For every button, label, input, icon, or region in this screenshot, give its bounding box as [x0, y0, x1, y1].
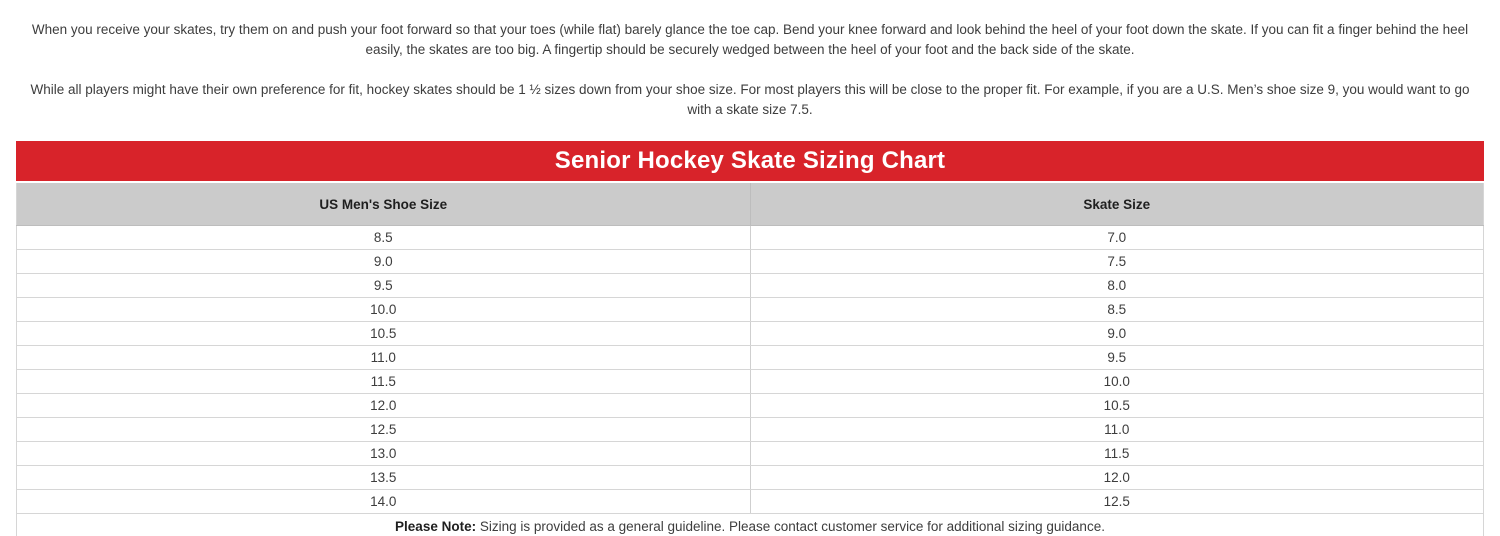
shoe-size-cell: 9.0	[17, 250, 751, 274]
skate-size-cell: 9.0	[750, 322, 1484, 346]
shoe-size-cell: 12.5	[17, 418, 751, 442]
table-row	[17, 298, 1484, 322]
skate-size-cell: 12.0	[750, 466, 1484, 490]
table-row	[17, 274, 1484, 298]
note-text: Sizing is provided as a general guideline. Please contact customer service for additional sizing guidance.	[476, 518, 1105, 534]
column-header-shoe-size: US Men's Shoe Size	[17, 183, 751, 226]
intro-paragraph-1: When you receive your skates, try them on and push your foot forward so that your toes (while flat) barely glance the toe cap. Bend your knee forward and look behind the heel of your foot down the skate. If you can fit a finger behind the heel easily, the skates are too big. A fingertip should be securely wedged between the heel of your foot and the back side of the skate.	[31, 22, 1469, 57]
table-row	[17, 250, 1484, 274]
table-row	[17, 322, 1484, 346]
shoe-size-cell: 12.0	[17, 394, 751, 418]
table-row	[17, 442, 1484, 466]
shoe-size-cell: 10.0	[17, 298, 751, 322]
sizing-table	[16, 183, 1484, 536]
shoe-size-cell: 9.5	[17, 274, 751, 298]
table-row	[17, 466, 1484, 490]
skate-size-cell: 12.5	[750, 490, 1484, 514]
shoe-size-cell: 11.5	[17, 370, 751, 394]
skate-size-cell: 8.0	[750, 274, 1484, 298]
intro-paragraph-2: While all players might have their own preference for fit, hockey skates should be 1 ½ sizes down from your shoe size. For most players this will be close to the proper fit. For example, if you are a U.S. Men’s shoe size 9, you would want to go with a skate size 7.5.	[30, 82, 1470, 117]
note-label: Please Note:	[395, 518, 477, 534]
skate-size-cell: 10.5	[750, 394, 1484, 418]
table-note-row	[17, 514, 1484, 536]
table-row	[17, 490, 1484, 514]
column-header-skate-size: Skate Size	[750, 183, 1484, 226]
shoe-size-cell: 10.5	[17, 322, 751, 346]
table-note	[17, 514, 1484, 536]
table-header-row	[17, 183, 1484, 226]
skate-size-cell: 11.5	[750, 442, 1484, 466]
table-row	[17, 394, 1484, 418]
skate-size-cell: 9.5	[750, 346, 1484, 370]
table-title-banner	[16, 141, 1484, 183]
skate-size-cell: 10.0	[750, 370, 1484, 394]
shoe-size-cell: 13.0	[17, 442, 751, 466]
table-row	[17, 346, 1484, 370]
table-body	[17, 226, 1484, 514]
shoe-size-cell: 13.5	[17, 466, 751, 490]
skate-size-cell: 11.0	[750, 418, 1484, 442]
shoe-size-cell: 8.5	[17, 226, 751, 250]
table-row	[17, 418, 1484, 442]
skate-size-cell: 8.5	[750, 298, 1484, 322]
skate-size-cell: 7.0	[750, 226, 1484, 250]
shoe-size-cell: 11.0	[17, 346, 751, 370]
table-title: Senior Hockey Skate Sizing Chart	[554, 147, 946, 174]
skate-size-cell: 7.5	[750, 250, 1484, 274]
table-row	[17, 370, 1484, 394]
table-row	[17, 226, 1484, 250]
shoe-size-cell: 14.0	[17, 490, 751, 514]
